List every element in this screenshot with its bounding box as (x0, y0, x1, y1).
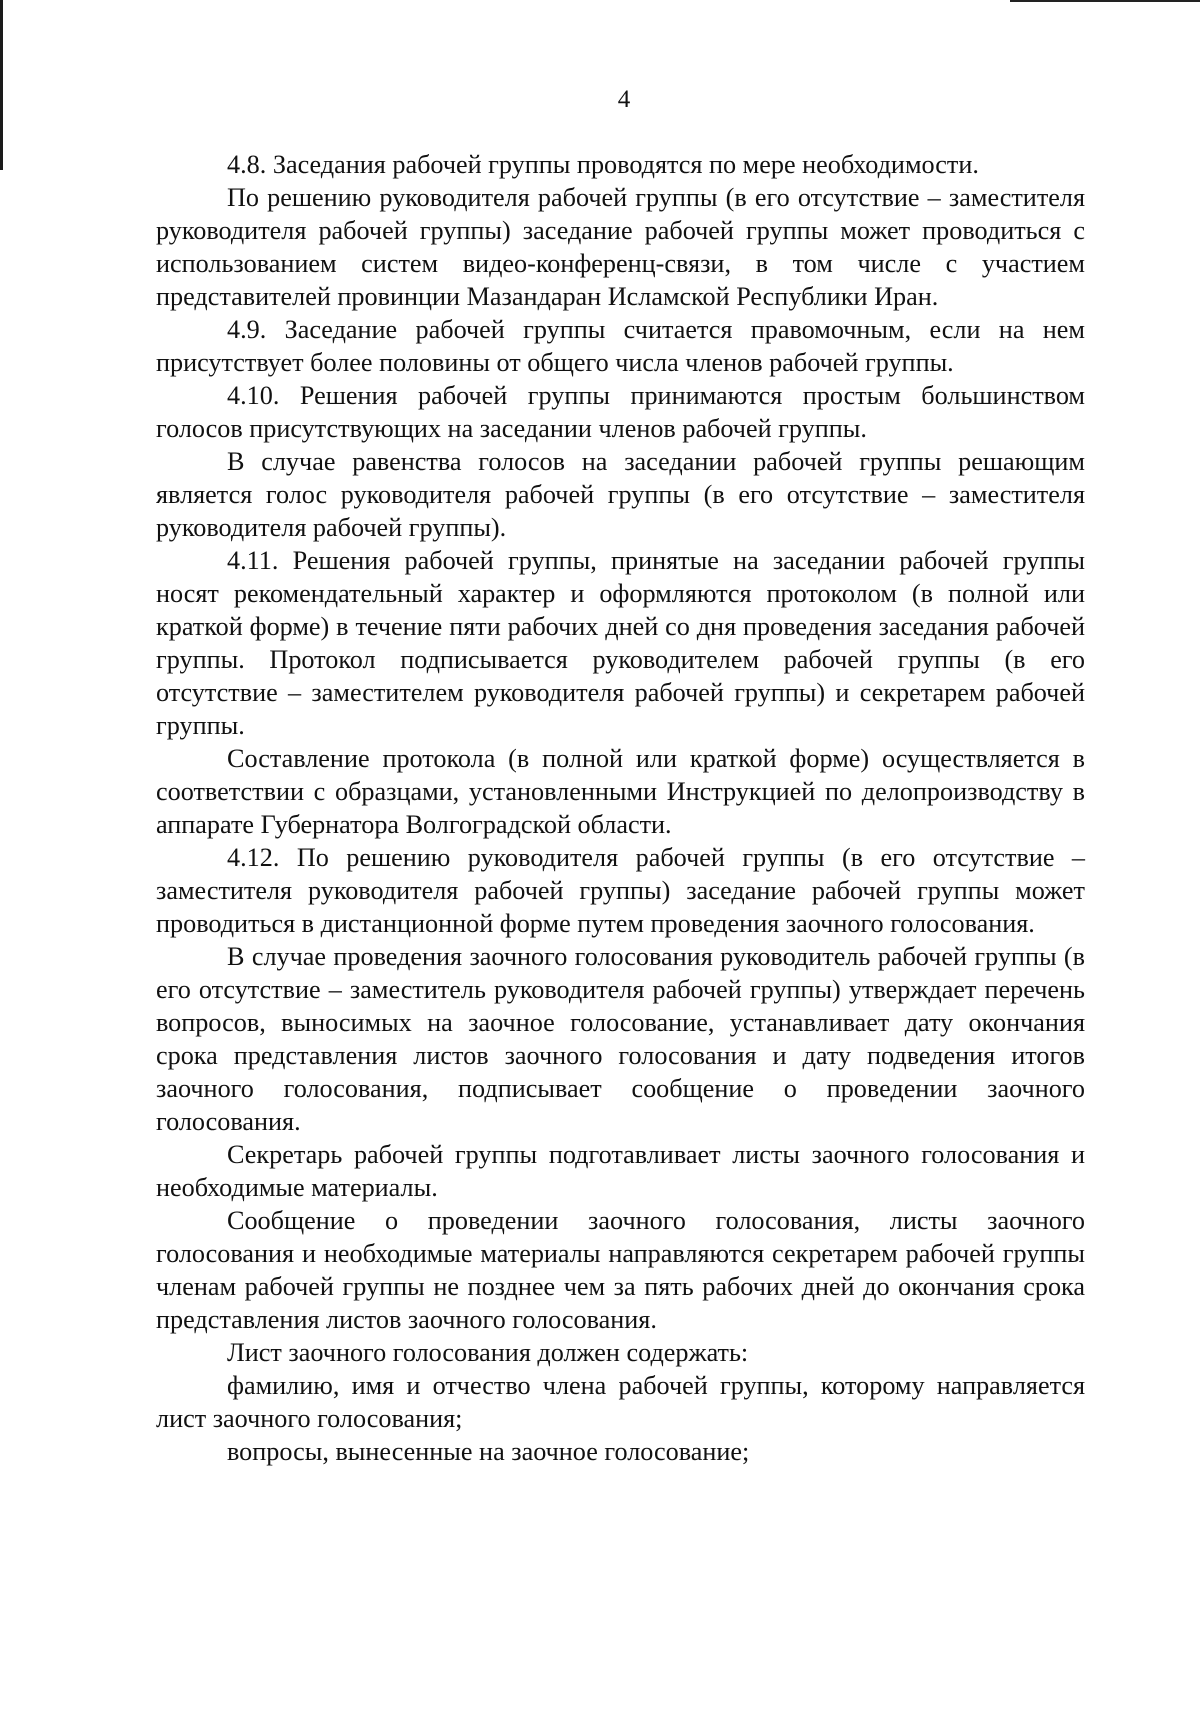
paragraph-secretary: Секретарь рабочей группы подготавливает листы заочного голосования и необходимые материалы. (156, 1140, 1085, 1202)
paragraph-ballot-contents: Лист заочного голосования должен содержать: (227, 1338, 749, 1367)
paragraph-ballot-questions: вопросы, вынесенные на заочное голосование; (227, 1437, 750, 1466)
paragraph-4-9: 4.9. Заседание рабочей группы считается правомочным, если на нем присутствует более половины от общего числа членов рабочей группы. (156, 315, 1085, 377)
paragraph-4-11: 4.11. Решения рабочей группы, принятые на заседании рабочей группы носят рекомендательный характер и оформляются протоколом (в полной или краткой форме) в течение пяти рабочих дней со дня проведения заседания рабочей группы. Протокол подписывается руководителем рабочей группы (в его отсутствие – заместителем руководителя рабочей группы) и секретарем рабочей группы. (156, 546, 1085, 740)
paragraph-4-8: 4.8. Заседания рабочей группы проводятся по мере необходимости. (227, 150, 979, 179)
paragraph-4-10: 4.10. Решения рабочей группы принимаются простым большинством голосов присутствующих на заседании членов рабочей группы. (156, 381, 1085, 443)
scan-top-edge (1010, 0, 1200, 2)
paragraph-ballot-name: фамилию, имя и отчество члена рабочей группы, которому направляется лист заочного голосования; (156, 1371, 1085, 1433)
paragraph-vks: По решению руководителя рабочей группы (в его отсутствие – заместителя руководителя рабочей группы) заседание рабочей группы может проводиться с использованием систем видео-конференц-связи, в том числе с участием представителей провинции Мазандаран Исламской Республики Иран. (156, 183, 1085, 311)
page-number: 4 (617, 86, 631, 113)
paragraph-notice: Сообщение о проведении заочного голосования, листы заочного голосования и необходимые материалы направляются секретарем рабочей группы членам рабочей группы не позднее чем за пять рабочих дней до окончания срока представления листов заочного голосования. (156, 1206, 1085, 1334)
document-body (156, 148, 1085, 1468)
paragraph-protocol: Составление протокола (в полной или краткой форме) осуществляется в соответствии с образцами, установленными Инструкцией по делопроизводству в аппарате Губернатора Волгоградской области. (156, 744, 1085, 839)
paragraph-tie-vote: В случае равенства голосов на заседании рабочей группы решающим является голос руководителя рабочей группы (в его отсутствие – заместителя руководителя рабочей группы). (156, 447, 1085, 542)
paragraph-4-12: 4.12. По решению руководителя рабочей группы (в его отсутствие – заместителя руководителя рабочей группы) заседание рабочей группы может проводиться в дистанционной форме путем проведения заочного голосования. (156, 843, 1085, 938)
paragraph-absentee-vote: В случае проведения заочного голосования руководитель рабочей группы (в его отсутствие – заместитель руководителя рабочей группы) утверждает перечень вопросов, выносимых на заочное голосование, устанавливает дату окончания срока представления листов заочного голосования и дату подведения итогов заочного голосования, подписывает сообщение о проведении заочного голосования. (156, 942, 1085, 1136)
scan-left-edge (0, 0, 3, 170)
